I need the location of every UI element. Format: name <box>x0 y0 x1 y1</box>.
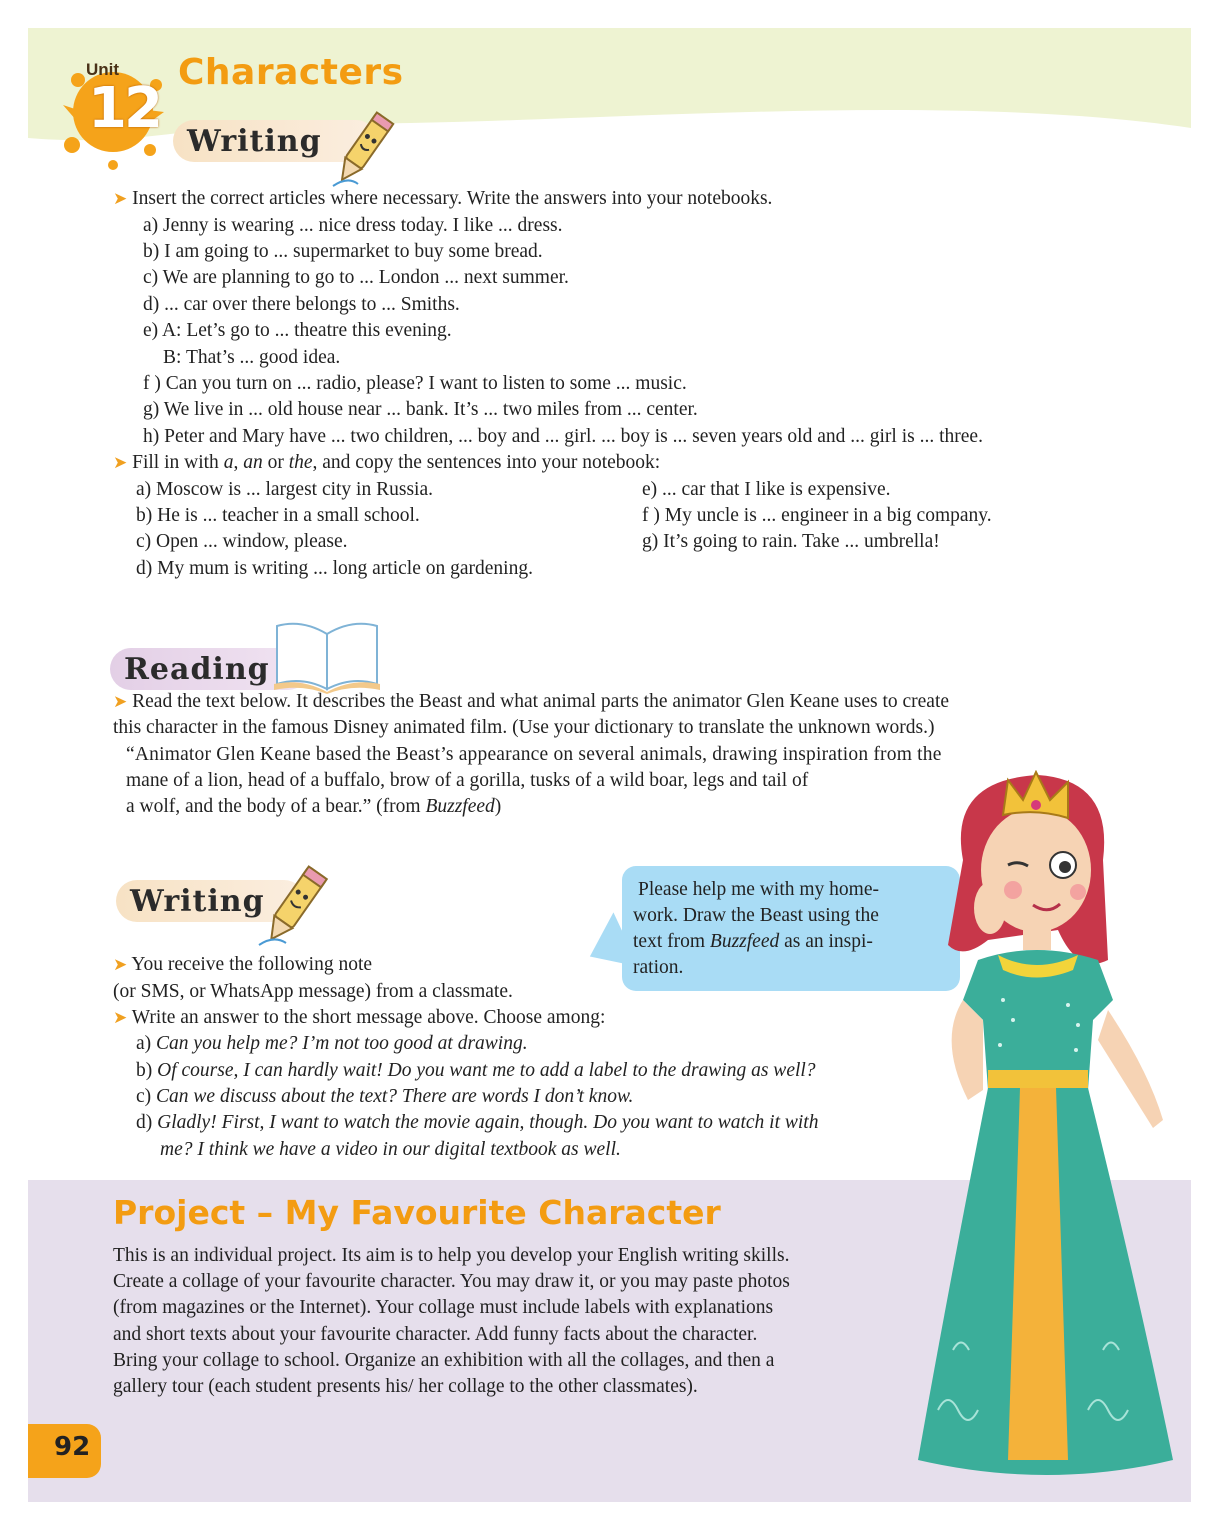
reading-quote: “Animator Glen Keane based the Beast’s appearance on several animals, drawing inspiration from the <box>126 744 942 765</box>
unit-title: Characters <box>178 52 404 93</box>
exercise-item: c) Open ... window, please. <box>136 531 348 552</box>
arrow-bullet-icon: ➤ <box>113 692 128 712</box>
exercise-item: b) I am going to ... supermarket to buy some bread. <box>143 241 543 262</box>
arrow-bullet-icon: ➤ <box>113 453 128 473</box>
answer-option-cont: me? I think we have a video in our digital textbook as well. <box>160 1139 621 1160</box>
exercise-item: d) ... car over there belongs to ... Smiths. <box>143 294 460 315</box>
exercise-item: g) We live in ... old house near ... bank. It’s ... two miles from ... center. <box>143 399 698 420</box>
exercise-item: d) My mum is writing ... long article on gardening. <box>136 558 533 579</box>
exercise-item: b) He is ... teacher in a small school. <box>136 505 420 526</box>
exercise-item: e) ... car that I like is expensive. <box>642 479 891 500</box>
answer-option: c) Can we discuss about the text? There are words I don’t know. <box>136 1086 634 1107</box>
writing-instruction: ➤ You receive the following note <box>113 954 373 975</box>
exercise-item: e) A: Let’s go to ... theatre this evening. <box>143 320 452 341</box>
writing-heading: Writing <box>116 880 305 922</box>
page-number: 92 <box>54 1432 91 1462</box>
exercise-item: a) Jenny is wearing ... nice dress today. I like ... dress. <box>143 215 563 236</box>
exercise-item: a) Moscow is ... largest city in Russia. <box>136 479 433 500</box>
answer-option: a) Can you help me? I’m not too good at drawing. <box>136 1033 528 1054</box>
project-text: This is an individual project. Its aim is to help you develop your English writing skills. <box>113 1245 790 1266</box>
arrow-bullet-icon: ➤ <box>113 1008 128 1028</box>
exercise-item: B: That’s ... good idea. <box>163 347 341 368</box>
instruction-fill-in: ➤ Fill in with a, an or the, and copy the sentences into your notebook: <box>113 452 661 473</box>
exercise-item: f ) My uncle is ... engineer in a big company. <box>642 505 992 526</box>
reading-instruction-cont: this character in the famous Disney animated film. (Use your dictionary to translate the unknown words.) <box>113 717 935 738</box>
exercise-item: c) We are planning to go to ... London ... next summer. <box>143 267 569 288</box>
project-text: (from magazines or the Internet). Your collage must include labels with explanations <box>113 1297 774 1318</box>
instruction-articles: ➤ Insert the correct articles where necessary. Write the answers into your notebooks. <box>113 188 773 209</box>
exercise-item: f ) Can you turn on ... radio, please? I want to listen to some ... music. <box>143 373 687 394</box>
open-book-icon <box>272 614 382 694</box>
project-text: Create a collage of your favourite character. You may draw it, or you may paste photos <box>113 1271 790 1292</box>
bubble-text: work. Draw the Beast using the <box>633 905 879 926</box>
reading-instruction: ➤ Read the text below. It describes the Beast and what animal parts the animator Glen Keane uses to create <box>113 691 950 712</box>
bubble-text: ration. <box>633 957 684 978</box>
reading-quote: a wolf, and the body of a bear.” (from Buzzfeed) <box>126 796 502 817</box>
reading-heading: Reading <box>110 648 309 690</box>
exercise-item: g) It’s going to rain. Take ... umbrella! <box>642 531 940 552</box>
reading-quote: mane of a lion, head of a buffalo, brow of a gorilla, tusks of a wild boar, legs and tail of <box>126 770 809 791</box>
unit-number: 12 <box>88 76 160 141</box>
answer-option: d) Gladly! First, I want to watch the movie again, though. Do you want to watch it with <box>136 1112 819 1133</box>
project-text: and short texts about your favourite character. Add funny facts about the character. <box>113 1324 758 1345</box>
writing-instruction: ➤ Write an answer to the short message above. Choose among: <box>113 1007 606 1028</box>
writing-heading: Writing <box>173 120 377 162</box>
unit-label: Unit <box>86 60 120 79</box>
project-title: Project – My Favourite Character <box>113 1193 721 1232</box>
bubble-text: text from Buzzfeed as an inspi- <box>633 931 873 952</box>
textbook-page <box>28 28 1191 1502</box>
project-text: gallery tour (each student presents his/ her collage to the other classmates). <box>113 1376 698 1397</box>
bubble-text: Please help me with my home- <box>638 879 879 900</box>
princess-illustration <box>908 770 1178 1490</box>
pencil-mascot-icon <box>254 860 334 950</box>
pencil-mascot-icon <box>328 106 398 191</box>
arrow-bullet-icon: ➤ <box>113 955 128 975</box>
answer-option: b) Of course, I can hardly wait! Do you want me to add a label to the drawing as well? <box>136 1060 816 1081</box>
project-text: Bring your collage to school. Organize an exhibition with all the collages, and then a <box>113 1350 775 1371</box>
arrow-bullet-icon: ➤ <box>113 189 128 209</box>
writing-instruction-cont: (or SMS, or WhatsApp message) from a classmate. <box>113 981 513 1002</box>
exercise-item: h) Peter and Mary have ... two children, ... boy and ... girl. ... boy is ... seven years old and ... girl is ... three. <box>143 426 983 447</box>
